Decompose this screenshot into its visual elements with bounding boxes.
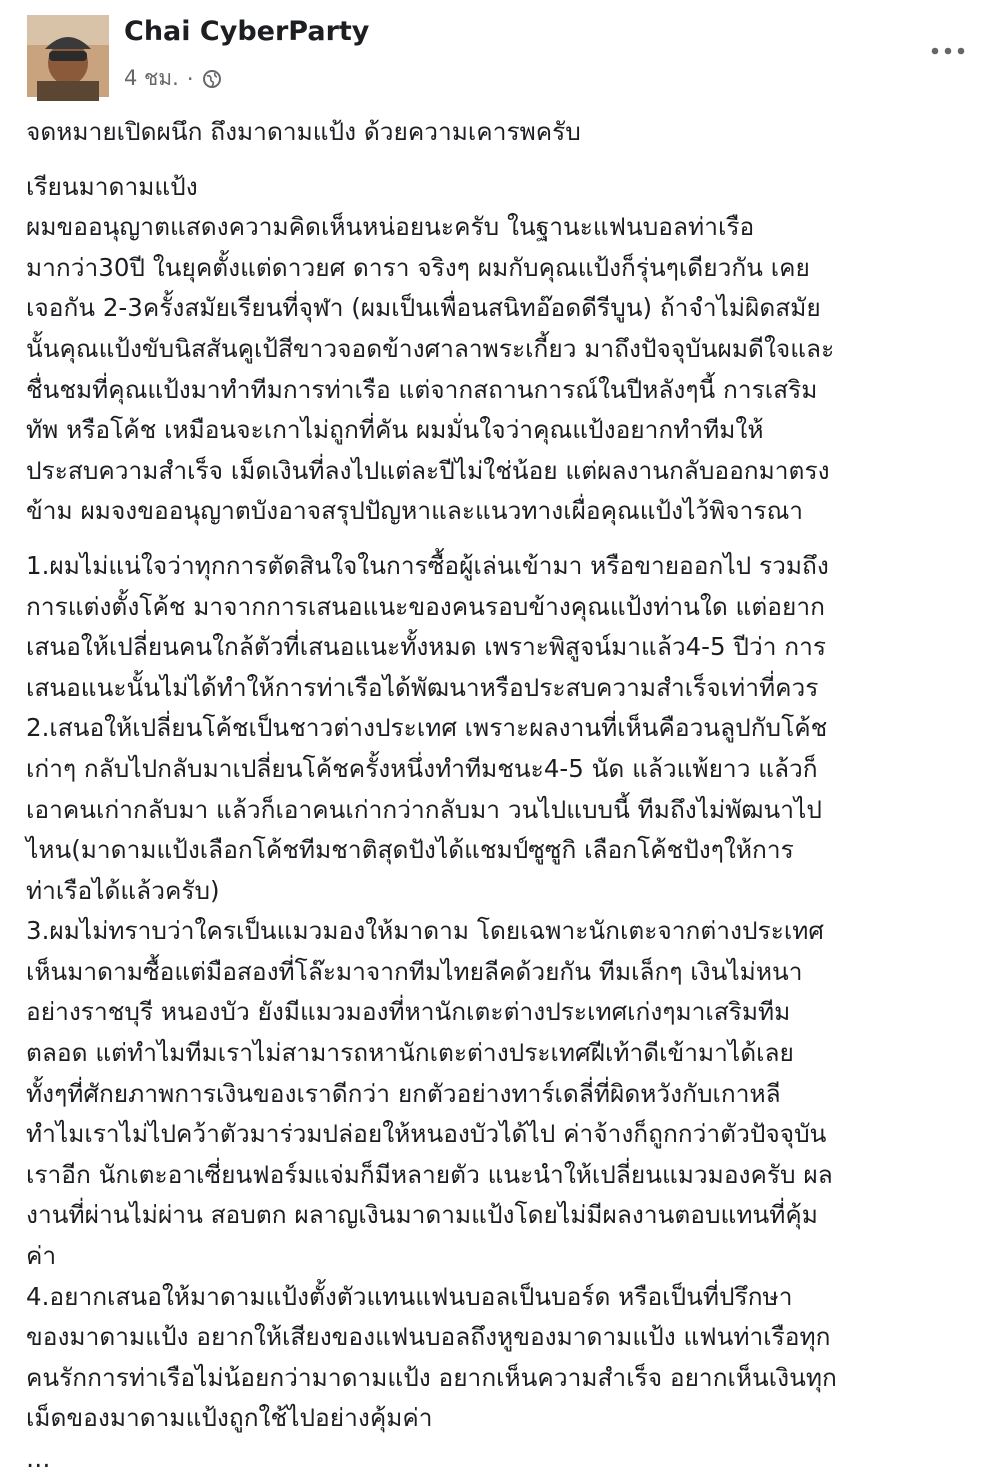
text-line: การแต่งตั้งโค้ช มาจากการเสนอแนะของคนรอบข้างคุณแป้งท่านใด แต่อยาก	[26, 591, 825, 621]
text-line: ทำไมเราไม่ไปคว้าตัวมาร่วมปล่อยให้หนองบัวได้ไป ค่าจ้างก็ถูกกว่าตัวปัจจุบัน	[26, 1119, 827, 1149]
text-line: เจอกัน 2-3ครั้งสมัยเรียนที่จุฬา (ผมเป็นเพื่อนสนิทอ๊อดดีรีบูน) ถ้าจำไม่ผิดสมัย	[26, 293, 821, 323]
text-line: 2.เสนอให้เปลี่ยนโค้ชเป็นชาวต่างประเทศ เพราะผลงานที่เห็นคือวนลูปกับโค้ช	[26, 713, 828, 743]
post-body	[26, 112, 984, 1473]
text-line: มากว่า30ปี ในยุคตั้งแต่ดาวยศ ดารา จริงๆ ผมกับคุณแป้งก็รุ่นๆเดียวกัน เคย	[26, 252, 810, 282]
text-line: ท่าเรือได้แล้วครับ)	[26, 875, 220, 905]
text-line: ค่า	[26, 1241, 57, 1271]
text-line: เสนอให้เปลี่ยนคนใกล้ตัวที่เสนอแนะทั้งหมด เพราะพิสูจน์มาแล้ว4-5 ปีว่า การ	[26, 632, 826, 662]
text-line: ตลอด แต่ทำไมทีมเราไม่สามารถหานักเตะต่างประเทศฝีเท้าดีเข้ามาได้เลย	[26, 1038, 794, 1068]
text-line: นั้นคุณแป้งขับนิสสันคูเป้สีขาวจอดข้างศาลาพระเกี้ยว มาถึงปัจจุบันผมดีใจและ	[26, 333, 835, 363]
points-paragraph	[26, 546, 984, 1439]
text-line: 1.ผมไม่แน่ใจว่าทุกการตัดสินใจในการซื้อผู้เล่นเข้ามา หรือขายออกไป รวมถึง	[26, 550, 829, 580]
text-line: เม็ดของมาดามแป้งถูกใช้ไปอย่างคุ้มค่า	[26, 1403, 433, 1433]
paragraph-gap	[26, 153, 984, 167]
text-line: เอาคนเก่ากลับมา แล้วก็เอาคนเก่ากว่ากลับมา วนไปแบบนี้ ทีมถึงไม่พัฒนาไป	[26, 794, 822, 824]
text-line: เรียนมาดามแป้ง	[26, 171, 198, 201]
text-line: ไหน(มาดามแป้งเลือกโค้ชทีมชาติสุดปังได้แชมป์ซูซูกิ เลือกโค้ชปังๆให้การ	[26, 835, 794, 865]
text-line: ข้าม ผมจงขออนุญาตบังอาจสรุปปัญหาและแนวทางเผื่อคุณแป้งไว้พิจารณา	[26, 496, 804, 526]
more-options-icon	[931, 47, 965, 55]
intro-paragraph	[26, 167, 984, 532]
truncated-line: …	[26, 1444, 51, 1473]
more-options-button[interactable]	[928, 36, 968, 66]
text-line: เราอีก นักเตะอาเซี่ยนฟอร์มแจ่มก็มีหลายตัว แนะนำให้เปลี่ยนแมวมองครับ ผล	[26, 1159, 833, 1189]
post-time[interactable]: 4 ชม.	[124, 66, 179, 90]
text-line: 4.อยากเสนอให้มาดามแป้งตั้งตัวแทนแฟนบอลเป็นบอร์ด หรือเป็นที่ปรึกษา	[26, 1281, 793, 1311]
post-header	[22, 12, 978, 102]
meta-separator: ·	[186, 66, 194, 91]
text-line: เห็นมาดามซื้อแต่มือสองที่โล๊ะมาจากทีมไทยลีคด้วยกัน ทีมเล็กๆ เงินไม่หนา	[26, 956, 803, 986]
post-title: จดหมายเปิดผนึก ถึงมาดามแป้ง ด้วยความเคารพครับ	[26, 117, 581, 146]
text-line: ชื่นชมที่คุณแป้งมาทำทีมการท่าเรือ แต่จากสถานการณ์ในปีหลังๆนี้ การเสริม	[26, 374, 818, 404]
text-line: ทั้งๆที่ศักยภาพการเงินของเราดีกว่า ยกตัวอย่างทาร์เดลี่ที่ผิดหวังกับเกาหลี	[26, 1078, 781, 1108]
text-line: ประสบความสำเร็จ เม็ดเงินที่ลงไปแต่ละปีไม่ใช่น้อย แต่ผลงานกลับออกมาตรง	[26, 455, 830, 485]
text-line: 3.ผมไม่ทราบว่าใครเป็นแมวมองให้มาดาม โดยเฉพาะนักเตะจากต่างประเทศ	[26, 916, 824, 946]
text-line: ผมขออนุญาตแสดงความคิดเห็นหน่อยนะครับ ในฐานะแฟนบอลท่าเรือ	[26, 212, 755, 242]
text-line: ทัพ หรือโค้ช เหมือนจะเกาไม่ถูกที่คัน ผมมั่นใจว่าคุณแป้งอยากทำทีมให้	[26, 415, 764, 445]
globe-icon[interactable]	[202, 69, 222, 89]
text-line: ของมาดามแป้ง อยากให้เสียงของแฟนบอลถึงหูของมาดามแป้ง แฟนท่าเรือทุก	[26, 1322, 831, 1352]
post-meta	[124, 62, 222, 95]
text-line: คนรักการท่าเรือไม่น้อยกว่ามาดามแป้ง อยากเห็นความสำเร็จ อยากเห็นเงินทุก	[26, 1362, 837, 1392]
avatar-image	[27, 15, 109, 97]
avatar[interactable]	[27, 15, 109, 97]
author-name[interactable]: Chai CyberParty	[124, 16, 370, 47]
text-line: เสนอแนะนั้นไม่ได้ทำให้การท่าเรือได้พัฒนาหรือประสบความสำเร็จเท่าที่ควร	[26, 672, 819, 702]
paragraph-gap	[26, 532, 984, 546]
text-line: อย่างราชบุรี หนองบัว ยังมีแมวมองที่หานักเตะต่างประเทศเก่งๆมาเสริมทีม	[26, 997, 791, 1027]
text-line: เก่าๆ กลับไปกลับมาเปลี่ยนโค้ชครั้งหนึ่งทำทีมชนะ4-5 นัด แล้วแพ้ยาว แล้วก็	[26, 753, 818, 783]
text-line: งานที่ผ่านไม่ผ่าน สอบตก ผลาญเงินมาดามแป้งโดยไม่มีผลงานตอบแทนที่คุ้ม	[26, 1200, 818, 1230]
